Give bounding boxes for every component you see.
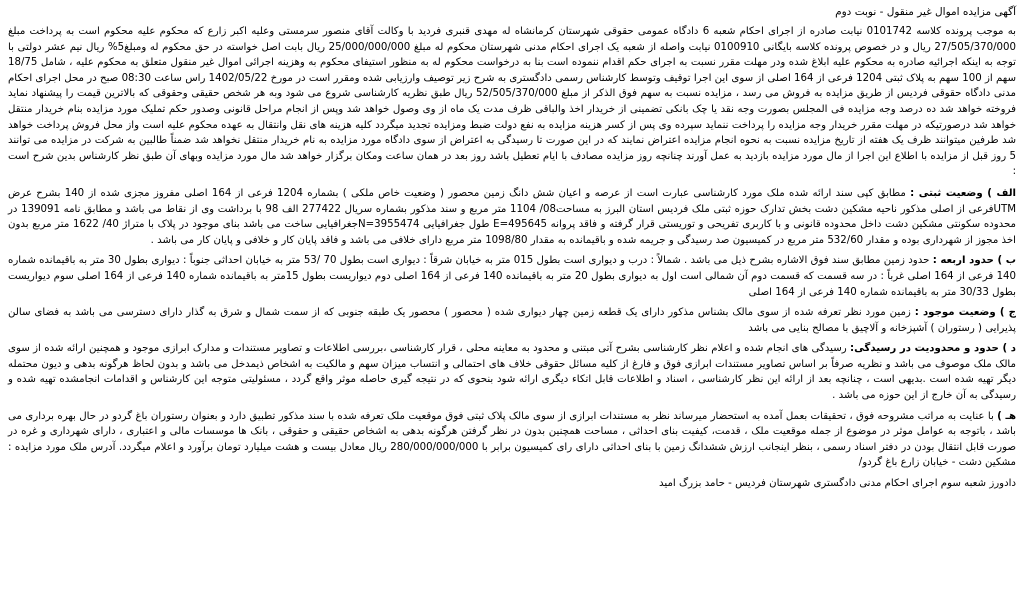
section-text: رسیدگی های انجام شده و اعلام نظر کارشناسی بشرح آتی مبتنی و محدود به معاینه محلی ، قرار کارشناسی ،بررسی اطلاعات و تصاویر مستندات و مدارک ابرازی موجود و همچنین ارائه شده از سوی مالک ملک موصوف می باشد و نظریه صرفاً بر اساس تصاویر مستندات ابرازی فوق و فارغ از کلیه مسائل حقوقی خلاف های احتمالی و انتساب میزان سهم و مالکیت به اشخاص ذیمدخل می باشد و بدون لحاظ هرگونه بدهی و دیون محتمله دیگر تهیه شده است .بدیهی است ، چنانچه بعد از ارائه این نظر کارشناسی ، اسناد و اطلاعات قابل اتکاء دیگری ارائه شود بنحوی که در نتیجه گیری حاصله موثر واقع گردد ، مسئولیتی متوجه این کارشناس و اقدامات انجامشده تهیه شده و رسیدگی به آن خارج از این حوزه می باشد . [8,343,1016,402]
section-label: ب ) حدود اربعه : [932,255,1017,267]
section-valuation [8,409,1016,471]
section-current-status [8,305,1016,336]
section-label: الف ) وضعیت ثبتی : [910,187,1017,199]
section-label: ج ) وضعیت موجود : [914,307,1016,319]
section-text: با عنایت به مراتب مشروحه فوق ، تحقیقات بعمل آمده به استحضار میرساند نظر به مستندات ابرازی از سوی مالک پلاک ثبتی فوق موقعیت ملک تعرفه شده با سند مذکور تطبیق دارد و بعنوان رستوران باغ گردو در حال بهره برداری می باشد ، باتوجه به عوامل موثر در موضوع از جمله موقعیت ملک ، قدمت، کیفیت بنای احداثی ، مساحت همچنین بدون در نظر گرفتن هرگونه بدهی به اشخاص حقیقی و حقوقی ، بانک ها موسسات مالی و اعتباری ، دارای شهرداری و غره در صورت قابل انتقال بودن در دفتر اسناد رسمی ، بنظر اینجانب ارزش ششدانگ زمین با بنای احداثی دارای رای کمیسیون برابر با 280/000/000/000 ریال معادل بیست و هشت میلیارد تومان برآورد و اعلام میگردد. آدرس ملک مورد مزایده : مشکین دشت - خیابان زارع باغ گردو/ [8,410,1016,469]
section-label: هـ ) [997,410,1017,422]
section-text: زمین مورد نظر تعرفه شده از سوی مالک بشناس مذکور دارای یک قطعه زمین چهار دیواری شده ( محصور ) محصور یک طبقه جنوبی که از سمت شمال و شرق به گذار دارای دسترسی می باشد به فضای سالن پذیرایی ( رستوران ) آشپزخانه و آلاچیق با مصالح بنایی می باشد [8,307,1016,334]
section-text: مطابق کپی سند ارائه شده ملک مورد کارشناسی عبارت است از عرصه و اعیان شش دانگ زمین محصور ( وضعیت خاص ملکی ) بشماره 1204 فرعی از 164 اصلی مفروز مجزی شده از 140 بشرح عرض UTMفرعی از اصلی مذکور ناحیه مشکین دشت بخش تدارک حوزه ثبتی ملک فردیس استان البرز به مساحت08/ 1104 متر مربع و سند مذکور بشماره سریال 277422 الف 98 با برداشت وی از نقاط می باشد و مطابق نامه 139091 در محدوده سکونتی مشکین دشت داخل محدوده قانونی و با کاربری تفریحی و توریستی قرار گرفته و فاقد پروانه E=495645 طول جغرافیایی N=3955474جغرافیایی ساخت می باشد بنای موجود در پلاک با متراژ 40/ 1622 متر مربع بدون اخذ مجوز از شهرداری بوده و مقدار 532/60 متر مربع در کمیسیون صد رسیدگی و جریمه شده و باقیمانده به مقدار 1098/80 متر مربع دارای خلافی می باشد و فاقد پایان کار و خلافی و پایان کار می باشد . [8,187,1017,246]
notice-title: آگهی مزایده اموال غیر منقول - نوبت دوم [835,6,1016,18]
section-registration-status [8,186,1016,248]
section-label: د ) حدود و محدودیت در رسیدگی: [850,343,1016,355]
section-text: حدود زمین مطابق سند فوق الاشاره بشرح ذیل می باشد . شمالاً : درب و دیواری است بطول 015 متر به خیابان شرقاً : دیواری است بطول 70 /53 متر به خیابان احداثی جنوباً : دیواری بطول 30 متر به باقیمانده شماره 140 فرعی از 164 اصلی غرباً : در سه قسمت که قسمت دوم آن شمالی است اول به دیواری بطول 20 متر به باقیمانده 140 فرعی از 164 اصلی دوم دیواریست بطول 15متر به باقیمانده شماره 140 فرعی از 164 اصلی سوم دیواریست بطول 30/33 متر به باقیمانده شماره 140 فرعی از 164 اصلی [8,255,1017,298]
signature-line: دادورز شعبه سوم اجرای احکام مدنی دادگستری شهرستان فردیس - حامد بزرگ امید [659,478,1016,490]
section-boundaries [8,253,1016,300]
intro-paragraph: به موجب پرونده کلاسه 0101742 نیابت صادره از اجرای احکام شعبه 6 دادگاه عمومی حقوقی شهرستان کرمانشاه له مهدی قنبری فردید با وکالت آقای منصور سرمستی وعلیه اکبر زارع که محکوم علیه محکوم است به پرداخت مبلغ 27/505/370/000 ریال و در خصوص پرونده کلاسه بایگانی 0100910 نیابت واصله از شعبه یک اجرای احکام مدنی شهرستان محکوم له مبلغ 25/000/000/000 ریال بابت اصل خواسته در حق محکوم له ومبلغ5% ریال نیم عشر دولتی با توجه به اینکه اجرائیه صادره به محکوم علیه ابلاغ شده ودر مهلت مقرر نسبت به اجرای حکم اقدام ننموده است بنا به درخواست محکوم له به منظور استیفای محکوم به وهزینه اجرائی اموال غیر منقول متعلق به محکوم علیه ، شامل 18/75 سهم از 100 سهم به پلاک ثبتی 1204 فرعی از 164 اصلی از سوی این اجرا توقیف وتوسط کارشناس رسمی دادگستری به شرح زیر توصیف وارزیابی شده ومقرر است در مورخ 1402/05/22 راس ساعت 08:30 صبح در محل اجرای احکام مدنی دادگاه حقوقی فردیس از طریق مزایده به فروش می رسد ، مزایده نسبت به سهم فوق الذکر از مبلغ 52/505/370/000 ریال طبق نظریه کارشناسی شروع می شود وبه هر شخص حقیقی وحقوقی که بالاترین قیمت را پیشنهاد نماید فروخته خواهد شد ده درصد وجه مزایده فی المجلس بصورت وجه نقد یا چک بانکی تضمینی از خریدار اخذ والباقی ظرف مدت یک ماه از وی وصول خواهد شد وپس از انجام مراحل قانونی وصدور حکم تملیک مورد مزایده بنام خریدار منتقل خواهد شد درصورتیکه در مهلت مقرر خریدار وجه مزایده را پرداخت ننماید سپرده وی پس از کسر هزینه مزایده به نفع دولت ضبط ومزایده تجدید میگردد کلیه هزینه های نقل وانتقال به عهده محکوم علیه است واز محل فروش پرداخت خواهد شد طرفین میتوانند ظرف یک هفته از تاریخ مزایده نسبت به نحوه انجام مزایده اعتراض نمایند که در این صورت تا رسیدگی به اعتراض از سوی دادگاه مورد مزایده به نام خریدار منتقل نخواهد شد ضمناً طالبین به شرکت در مزایده می توانند 5 روز قبل از مزایده با اطلاع این اجرا از مال مورد مزایده بازدید به عمل آورند چنانچه روز مزایده مصادف با ایام تعطیل باشد روز بعد در همان ساعت ومکان برگزار خواهد شد مال مورد مزایده وبهای آن طبق نظر کارشناس بدین شرح است : [8,26,1016,178]
section-review-limits [8,341,1016,403]
